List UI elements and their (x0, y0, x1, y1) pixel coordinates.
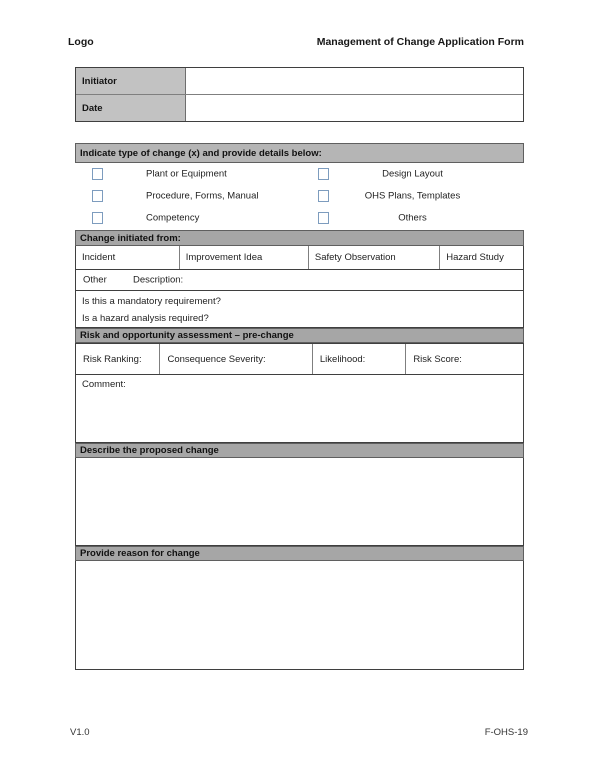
section-heading-change-initiated: Change initiated from: (75, 230, 524, 246)
type-of-change-options (75, 163, 524, 229)
checkbox-procedure-forms-manual[interactable] (92, 190, 103, 202)
option-label: Design Layout (382, 168, 443, 180)
form-code-text: F-OHS-19 (484, 727, 528, 738)
other-label: Other (83, 274, 107, 286)
comment-label: Comment: (82, 379, 126, 390)
initiator-date-table (75, 67, 524, 122)
describe-change-input-area[interactable] (75, 458, 524, 546)
consequence-severity-cell[interactable]: Consequence Severity: (160, 344, 312, 374)
checkbox-competency[interactable] (92, 212, 103, 224)
version-text: V1.0 (70, 727, 90, 738)
option-label: Others (398, 212, 427, 224)
source-cell-safety-observation[interactable]: Safety Observation (309, 246, 440, 269)
table-row (76, 94, 523, 121)
section-heading-type-of-change: Indicate type of change (x) and provide details below: (75, 143, 524, 163)
option-label: OHS Plans, Templates (364, 190, 461, 202)
date-input-cell[interactable] (186, 95, 523, 121)
checkbox-others[interactable] (318, 212, 329, 224)
initiator-input-cell[interactable] (186, 68, 523, 94)
section-heading-reason-for-change: Provide reason for change (75, 546, 524, 561)
question-mandatory-requirement: Is this a mandatory requirement? (82, 296, 221, 307)
risk-ranking-cell[interactable]: Risk Ranking: (76, 344, 160, 374)
section-heading-risk-assessment: Risk and opportunity assessment – pre-change (75, 328, 524, 343)
document-header (68, 36, 524, 48)
requirement-questions-cell[interactable] (75, 291, 524, 328)
checkbox-plant-or-equipment[interactable] (92, 168, 103, 180)
checkbox-design-layout[interactable] (318, 168, 329, 180)
likelihood-cell[interactable]: Likelihood: (313, 344, 406, 374)
description-label: Description: (133, 274, 184, 286)
initiator-label: Initiator (76, 68, 186, 94)
reason-for-change-input-area[interactable] (75, 561, 524, 670)
option-row (75, 185, 524, 207)
option-label: Plant or Equipment (146, 168, 227, 180)
document-title: Management of Change Application Form (316, 36, 524, 48)
date-label: Date (76, 95, 186, 121)
option-row (75, 163, 524, 185)
table-row (76, 68, 523, 94)
risk-score-cell[interactable]: Risk Score: (413, 353, 462, 365)
source-cell-hazard-study[interactable]: Hazard Study (446, 252, 504, 263)
section-heading-describe-change: Describe the proposed change (75, 443, 524, 458)
option-row (75, 207, 524, 229)
risk-assessment-row (75, 343, 524, 375)
comment-input-cell[interactable] (75, 375, 524, 443)
document-footer (70, 727, 528, 738)
logo-text: Logo (68, 36, 94, 48)
option-label: Competency (146, 212, 200, 224)
source-cell-improvement-idea[interactable]: Improvement Idea (180, 246, 309, 269)
source-cell-incident[interactable]: Incident (76, 246, 180, 269)
other-description-cell[interactable] (75, 270, 524, 291)
checkbox-ohs-plans-templates[interactable] (318, 190, 329, 202)
change-source-row (75, 246, 524, 270)
question-hazard-analysis: Is a hazard analysis required? (82, 313, 209, 324)
option-label: Procedure, Forms, Manual (146, 190, 259, 202)
